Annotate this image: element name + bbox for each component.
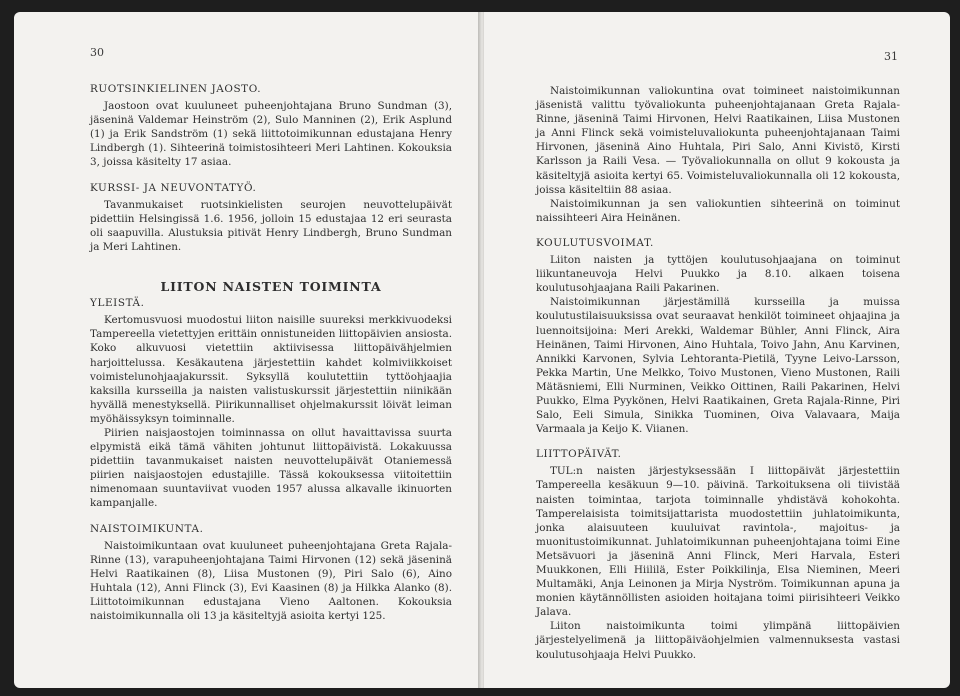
- paragraph-liittopaivat-1: TUL:n naisten järjestyksessään I liittopäivät järjestettiin Tampereella kesäkuun 9—10. päivinä. Tarkoituksena oli tiivistää naisten toimintaa, tarjota toiminnalle yhdistävä kohokohta. Tamperelaisista toimitsijattarista muodostettiin juhlatoimikunta, jonka alaisuuteen kuuluivat ravintola-, majoitus- ja muonitustoimikunnat. Juhlatoimikunnan puheenjohtajana toimi Eine Metsävuori ja jäseninä Anni Flinck, Meri Harvala, Esteri Muukkonen, Elli Hiililä, Ester Poikkilinja, Elsa Nieminen, Meeri Multamäki, Anja Leinonen ja Mirja Nyström. Toimikunnan apuna ja monien käytännöllisten asioiden hoitajana toimi piirisihteeri Veikko Jalava.: [536, 465, 900, 619]
- paragraph-liittopaivat-2: Liiton naistoimikunta toimi ylimpänä liittopäivien järjestelyelimenä ja liittopäiväohjelmien valmennuksesta vastasi koulutusohjaaja Helvi Puukko.: [536, 620, 900, 661]
- paragraph-yleista-2: Piirien naisjaostojen toiminnassa on ollut havaittavissa suurta elpymistä eikä tämä vähiten johtunut liittopäivistä. Lokakuussa pidettiin tavanmukaiset naisten neuvottelupäivät Otaniemessä piirien naisjaostojen edustajille. Tässä kokouksessa viitoitettiin nimenomaan suuntaviivat vuoden 1957 alussa alkavalle ikinuorten kampanjalle.: [90, 426, 452, 510]
- right-page-text: [536, 84, 900, 662]
- heading-koulutusvoimat: KOULUTUSVOIMAT.: [536, 236, 654, 249]
- paragraph-yleista-1: Kertomusvuosi muodostui liiton naisille suureksi merkkivuodeksi Tampereella vietettyjen erittäin onnistuneiden liittopäivien ansiosta. Koko alkuvuosi vietettiin aktiivisessa liittopäivähjelmien harjoittelussa. Kesäkautena järjestettiin kahdet kolmiviikkoiset voimistelunohjaajakurssit. Syksyllä koulutettiin tyttöohjaajia kaksilla kursseilla ja naisten valistuskurssit järjestettiin niinikään hyvällä menestyksellä. Piirikunnalliset ohjelmakurssit löivät leiman myöhäissyksyn toiminnalle.: [90, 314, 452, 425]
- paragraph-koulutusvoimat-1: Liiton naisten ja tyttöjen koulutusohjaajana on toiminut liikuntaneuvoja Helvi Puukko ja 8.10. alkaen toisena koulutusohjaajana Raili Pakarinen.: [536, 254, 900, 295]
- heading-yleista: YLEISTÄ.: [90, 297, 145, 310]
- heading-kurssi-ja-neuvontatyo: KURSSI- JA NEUVONTATYÖ.: [90, 181, 257, 194]
- heading-liittopaivat: LIITTOPÄIVÄT.: [536, 448, 622, 461]
- paragraph-valiokunnat: Naistoimikunnan valiokuntina ovat toimineet naistoimikunnan jäsenistä valittu työvaliokunta puheenjohtajanaan Greta Rajala-Rinne, jäseninä Taimi Hirvonen, Helvi Raatikainen, Liisa Mustonen ja Anni Flinck sekä voimisteluvaliokunta puheenjohtajanaan Taimi Hirvonen, jäseninä Aino Huhtala, Piri Salo, Anni Kivistö, Kirsti Karlsson ja Raili Vesa. — Työvaliokunnalla on ollut 9 kokousta ja käsiteltyjä asioita kertyi 65. Voimisteluvaliokunnalla oli 12 kokousta, joissa käsiteltiin 88 asiaa.: [536, 85, 900, 196]
- page-number-left: 30: [90, 46, 104, 59]
- heading-naistoimikunta: NAISTOIMIKUNTA.: [90, 522, 204, 535]
- heading-ruotsinkielinen-jaosto: RUOTSINKIELINEN JAOSTO.: [90, 83, 262, 95]
- left-page-text: [90, 82, 452, 623]
- paragraph-naistoimikunta: Naistoimikuntaan ovat kuuluneet puheenjohtajana Greta Rajala-Rinne (13), varapuheenjohtajana Taimi Hirvonen (12) sekä jäseninä Helvi Raatikainen (8), Liisa Mustonen (9), Piri Salo (6), Aino Huhtala (12), Anni Flinck (3), Evi Kaasinen (8) ja Hilkka Alanko (8). Liittotoimikunnan edustajana Vieno Aaltonen. Kokouksia naistoimikunnalla oli 13 ja käsiteltyjä asioita kertyi 125.: [90, 539, 452, 623]
- paragraph-kurssi-ja-neuvontatyo: Tavanmukaiset ruotsinkielisten seurojen neuvottelupäivät pidettiin Helsingissä 1.6. 1956, jolloin 15 edustajaa 12 eri seurasta oli saapuvilla. Alustuksia pitivät Henry Lindbergh, Bruno Sundman ja Meri Lahtinen.: [90, 198, 452, 253]
- left-page: [14, 12, 482, 688]
- paragraph-koulutusvoimat-2: Naistoimikunnan järjestämillä kursseilla ja muissa koulutustilaisuuksissa ovat seuraavat henkilöt toimineet ohjaajina ja luennoitsijoina: Meri Arekki, Waldemar Bühler, Anni Flinck, Aira Heinänen, Taimi Hirvonen, Aino Huhtala, Toivo Jahn, Anu Karvinen, Annikki Karvonen, Sylvia Lehtoranta-Pietilä, Tyyne Leivo-Larsson, Pekka Martin, Une Melkko, Toivo Mustonen, Vieno Mustonen, Raili Mätäsniemi, Elli Nurminen, Veikko Oittinen, Raili Pakarinen, Helvi Puukko, Elma Pyykönen, Helvi Raatikainen, Greta Rajala-Rinne, Piri Salo, Eeli Simula, Sinikka Tuominen, Oiva Valavaara, Maija Varmaala ja Keijo K. Viianen.: [536, 296, 900, 436]
- section-title-liiton-naisten-toiminta: LIITON NAISTEN TOIMINTA: [160, 279, 382, 295]
- paragraph-sihteeri: Naistoimikunnan ja sen valiokuntien sihteerinä on toiminut naissihteeri Aira Heinänen.: [536, 197, 900, 224]
- right-page: [484, 12, 950, 688]
- page-number-right: 31: [884, 50, 898, 63]
- paragraph-ruotsinkielinen-jaosto: Jaostoon ovat kuuluneet puheenjohtajana Bruno Sundman (3), jäseninä Valdemar Heinström (2), Sulo Manninen (2), Erik Asplund (1) ja Erik Sandström (1) sekä liittotoimikunnan edustajana Henry Lindbergh (1). Sihteerinä toimistosihteeri Meri Lahtinen. Kokouksia 3, joissa käsitelty 17 asiaa.: [90, 100, 452, 169]
